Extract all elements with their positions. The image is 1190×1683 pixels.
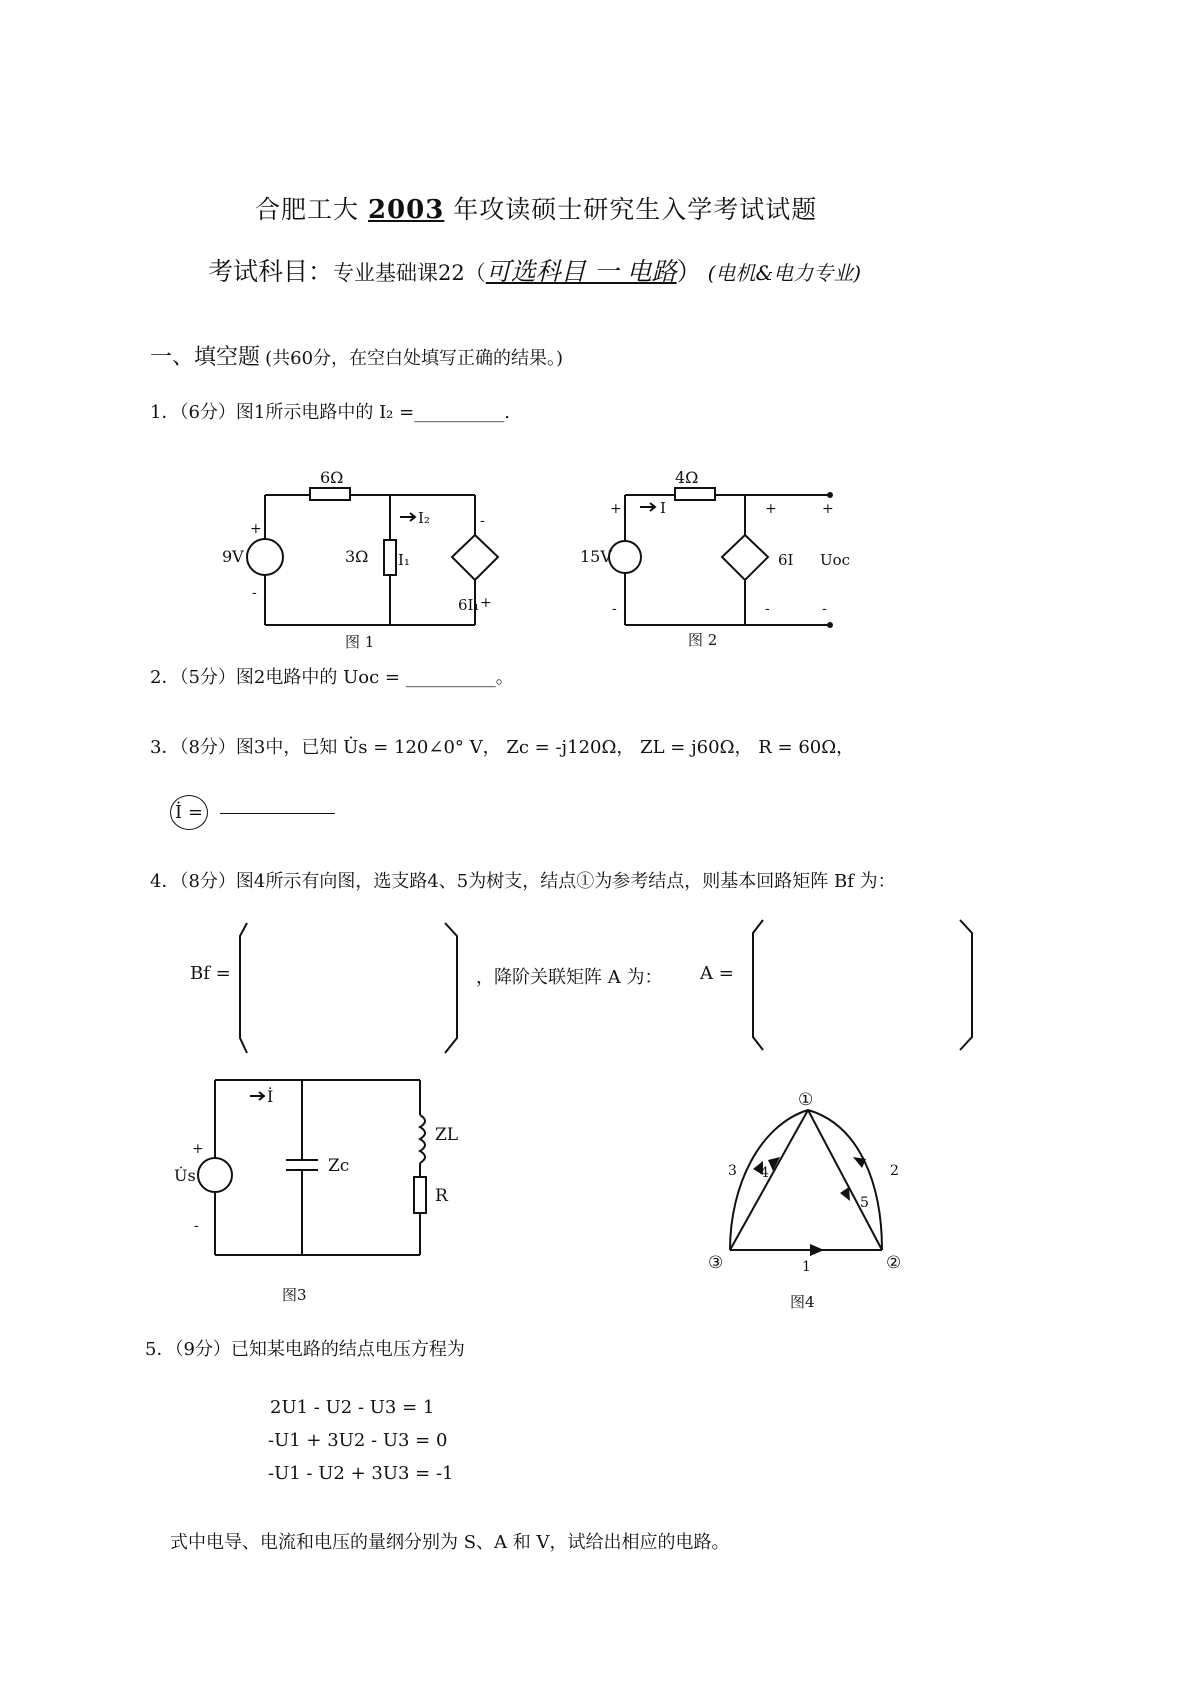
q3-answer-blank — [220, 813, 335, 814]
fig2-terminal-bottom — [827, 622, 833, 628]
fig1-i1: I₁ — [398, 551, 410, 569]
fig1-minus-src: - — [252, 585, 257, 601]
section-heading — [150, 340, 563, 371]
fig3-source-label: U̇s — [174, 1166, 196, 1185]
fig4-node-2: ② — [886, 1253, 902, 1273]
fig2-minus-src: - — [612, 601, 617, 617]
question-3: 3．（8分）图3中，已知 U̇s = 120∠0° V， Zc = -j120Ω， ZL = j60Ω， R = 60Ω， — [150, 737, 855, 758]
fig1-source — [247, 539, 283, 575]
question-5: 5．（9分）已知某电路的结点电压方程为 — [145, 1339, 465, 1360]
fig2-minus-out: - — [822, 601, 827, 617]
fig1-dep: 6I₁ — [458, 596, 480, 614]
fig4-node-3: ③ — [708, 1253, 724, 1273]
fig4-branch-5: 5 — [860, 1195, 869, 1211]
q5-tail: 式中电导、电流和电压的量纲分别为 S、A 和 V，试给出相应的电路。 — [170, 1532, 730, 1553]
q5-equation-3: -U1 - U2 + 3U3 = -1 — [268, 1463, 454, 1484]
fig2-uoc: Uoc — [820, 551, 850, 569]
q5-equation-2: -U1 + 3U2 - U3 = 0 — [268, 1430, 448, 1451]
fig2-source — [609, 541, 641, 573]
exam-subject — [208, 252, 861, 288]
question-2: 2．（5分）图2电路中的 Uoc = __________。 — [150, 667, 514, 688]
question-1: 1．（6分）图1所示电路中的 I₂ =__________. — [150, 402, 510, 423]
exam-title — [255, 190, 817, 226]
fig1-caption: 图 1 — [345, 633, 375, 651]
fig2-source-label: 15V — [580, 547, 612, 566]
fig3-minus: - — [194, 1218, 199, 1234]
fig4-branch-1: 1 — [802, 1259, 811, 1275]
q4-a-label: A = — [700, 963, 734, 984]
fig3-source — [198, 1158, 232, 1192]
subject-label: 考试科目： — [208, 257, 334, 286]
q4-a-text: ，降阶关联矩阵 A 为： — [476, 967, 663, 988]
fig3-zl: ZL — [435, 1125, 459, 1145]
fig2-plus-out: + — [822, 501, 834, 517]
fig4-caption: 图4 — [790, 1293, 815, 1311]
fig4-branch-3: 3 — [728, 1163, 737, 1179]
fig4-branch-2: 2 — [890, 1163, 899, 1179]
fig4-node-1: ① — [798, 1090, 814, 1110]
q4-a-matrix — [748, 915, 978, 1055]
fig1-minus-dep: - — [480, 513, 485, 529]
q4-bf-matrix — [235, 918, 465, 1058]
fig3-plus: + — [192, 1141, 204, 1157]
fig3-r: R — [435, 1186, 448, 1206]
subject-close: ） — [676, 257, 702, 286]
fig1-plus-dep: + — [480, 595, 492, 611]
fig1-plus-src: + — [250, 521, 262, 537]
title-year: 2003 — [367, 195, 445, 225]
fig2-i: I — [660, 499, 666, 517]
question-3-answer — [170, 795, 335, 830]
fig2-minus-dep: - — [765, 601, 770, 617]
title-school: 合肥工大 — [255, 195, 360, 224]
fig3-caption: 图3 — [282, 1286, 307, 1304]
fig1-source-label: 9V — [222, 547, 244, 566]
q3-answer-label: İ = — [170, 795, 208, 830]
fig2-terminal-top — [827, 492, 833, 498]
subject-course: 专业基础课22（ — [333, 261, 486, 285]
fig3-zc: Zc — [328, 1156, 350, 1176]
figure-4 — [700, 1085, 920, 1325]
figure-2 — [580, 455, 850, 655]
fig2-caption: 图 2 — [688, 631, 718, 649]
question-4: 4．（8分）图4所示有向图，选支路4、5为树支，结点①为参考结点，则基本回路矩阵 Bf 为： — [150, 871, 896, 892]
q4-bf-label: Bf = — [190, 963, 231, 984]
section-title: 一、填空题 — [150, 345, 261, 370]
subject-handnote: (电机&电力专业) — [707, 261, 862, 285]
figure-1 — [210, 455, 500, 655]
fig4-branch-4: 4 — [760, 1165, 769, 1181]
fig2-plus-dep: + — [765, 501, 777, 517]
fig3-i: İ — [267, 1087, 274, 1106]
fig2-r-top: 4Ω — [675, 468, 699, 487]
fig2-dep: 6I — [778, 551, 794, 569]
q5-equation-1: 2U1 - U2 - U3 = 1 — [270, 1397, 435, 1418]
fig1-i2: I₂ — [418, 509, 430, 527]
section-note: (共60分，在空白处填写正确的结果。) — [265, 348, 564, 369]
figure-3 — [170, 1075, 490, 1315]
fig1-r-mid: 3Ω — [345, 547, 369, 566]
fig2-plus-src: + — [610, 501, 622, 517]
title-rest: 年攻读硕士研究生入学考试试题 — [453, 195, 818, 224]
fig1-r-top: 6Ω — [320, 468, 344, 487]
subject-optional: 可选科目 一 电路 — [485, 257, 677, 286]
